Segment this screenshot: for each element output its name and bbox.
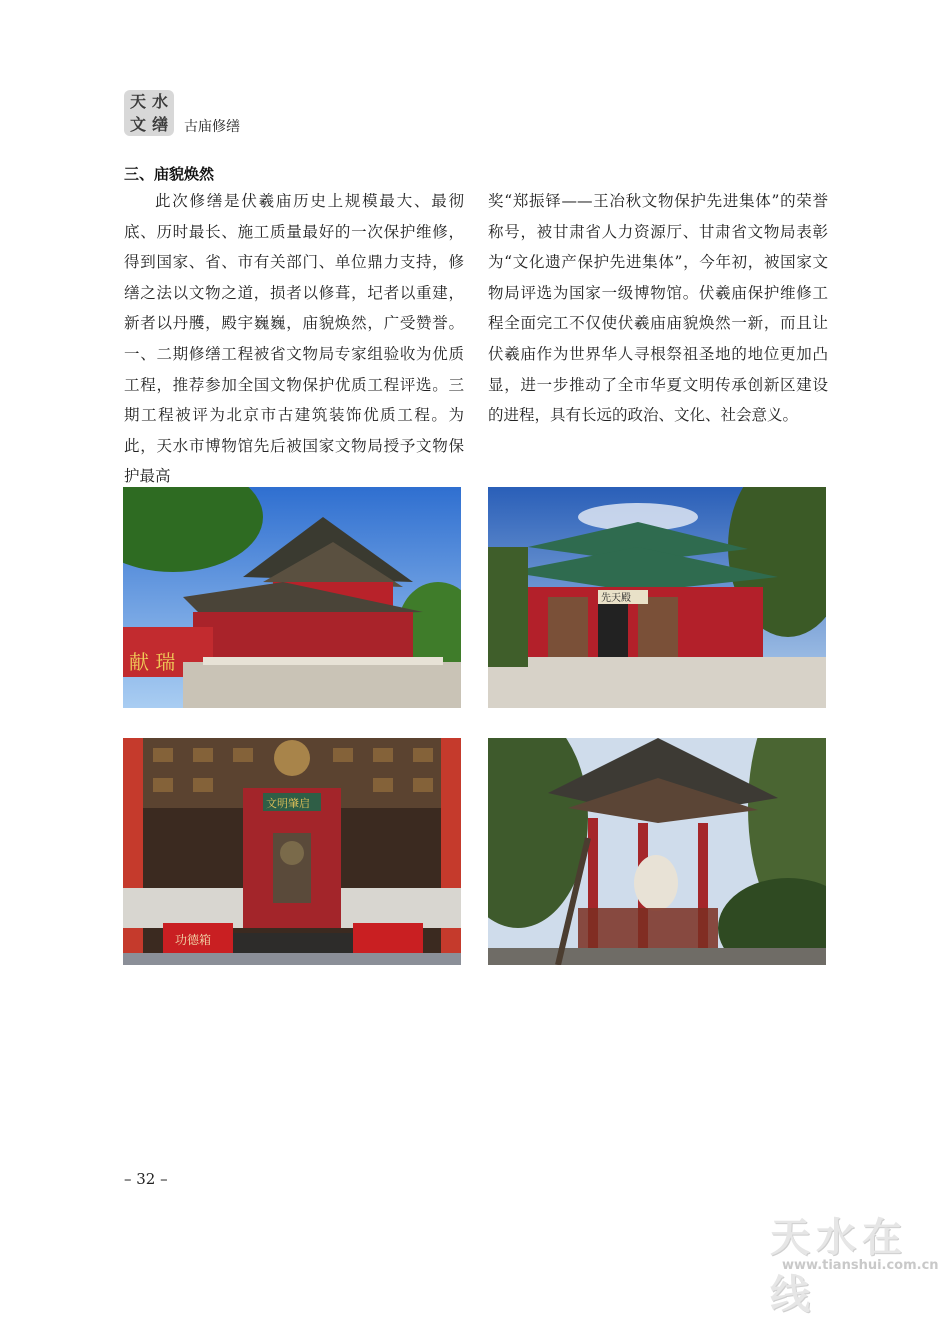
- text-column-left: 此次修缮是伏羲庙历史上规模最大、最彻底、历时最长、施工质量最好的一次保护维修，得到国家、省、市有关部门、单位鼎力支持，修缮之法以文物之道，损者以修葺，圮者以重建，新者以丹雘，殿宇巍巍，庙貌焕然，广受赞誉。一、二期修缮工程被省文物局专家组验收为优质工程，推荐参加全国文物保护优质工程评选。三期工程被评为北京市古建筑装饰优质工程。为此，天水市博物馆先后被国家文物局授予文物保护最高: [124, 192, 464, 486]
- photo-main-hall: [488, 487, 826, 708]
- logo-char: 文: [129, 114, 146, 134]
- page-number: – 32 –: [124, 1170, 168, 1188]
- plaque-text: 文明肇启: [266, 797, 310, 810]
- logo-char: 天: [129, 91, 146, 111]
- publication-logo: [124, 90, 174, 136]
- tablet-text: 功德箱: [175, 933, 212, 947]
- sign-text: 献 瑞: [129, 650, 176, 674]
- plaque-text: 先天殿: [601, 593, 631, 604]
- watermark-url: www.tianshui.com.cn: [782, 1258, 939, 1273]
- section-label: 古庙修缮: [184, 119, 240, 135]
- photo-interior-shrine: [123, 738, 461, 965]
- logo-char: 水: [151, 91, 168, 111]
- watermark-logo: 天水在线: [770, 1215, 908, 1318]
- photo-drum-pavilion: [488, 738, 826, 965]
- text-column-right: 奖“郑振铎——王冶秋文物保护先进集体”的荣誉称号，被甘肃省人力资源厅、甘肃省文物局表彰为“文化遗产保护先进集体”，今年初，被国家文物局评选为国家一级博物馆。伏羲庙保护维修工程全面完工不仅使伏羲庙庙貌焕然一新，而且让伏羲庙作为世界华人寻根祭祖圣地的地位更加凸显，进一步推动了全市华夏文明传承创新区建设的进程，具有长远的政治、文化、社会意义。: [488, 192, 828, 425]
- photo-temple-pavilion: [123, 487, 461, 708]
- logo-char: 缮: [151, 114, 168, 134]
- article-heading: 三、庙貌焕然: [124, 165, 215, 183]
